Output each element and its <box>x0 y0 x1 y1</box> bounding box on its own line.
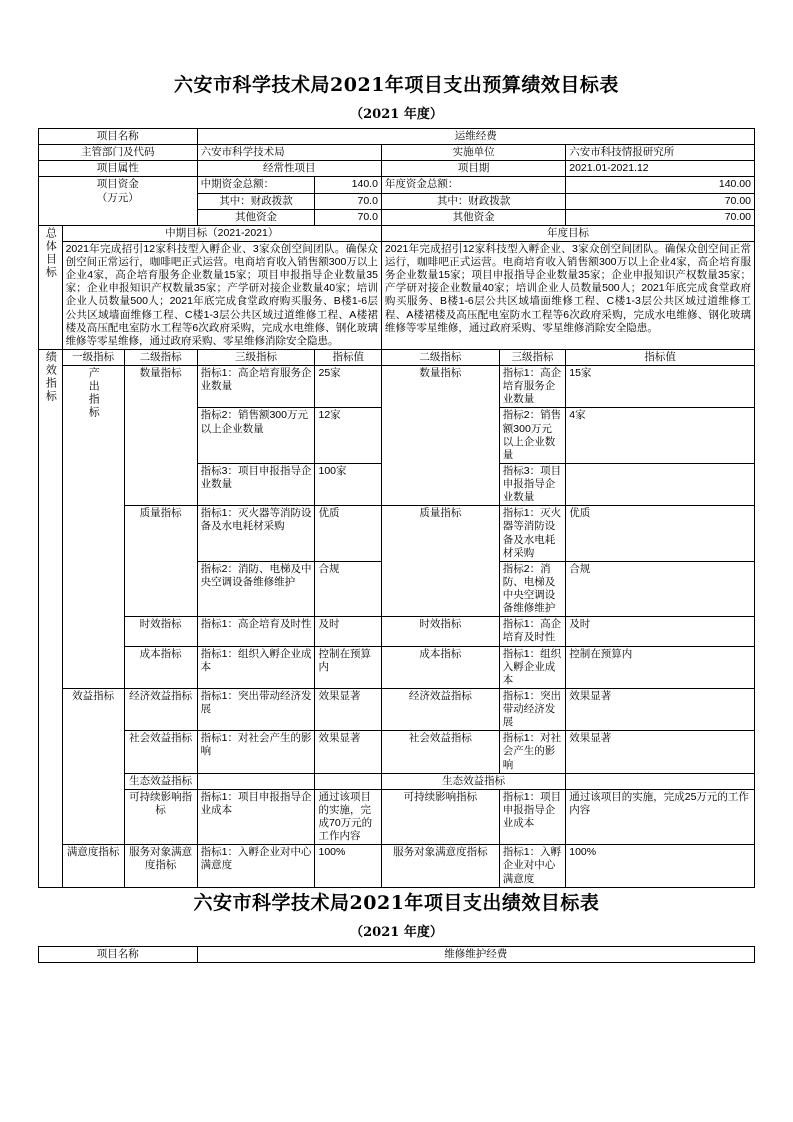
indicator-value-b: 通过该项目的实施，完成25万元的工作内容 <box>566 789 755 845</box>
indicator-value-b <box>566 773 755 789</box>
indicator-value <box>315 773 381 789</box>
level2-sustainable: 可持续影响指标 <box>124 789 197 845</box>
col-level1: 一级指标 <box>62 349 124 365</box>
funds-label-line2: （万元） <box>96 191 139 204</box>
second-project-name-value: 维修维护经费 <box>197 946 754 962</box>
level3-indicator: 指标1：高企培育及时性 <box>197 617 315 646</box>
table-row <box>39 366 755 408</box>
attribute-value: 经常性项目 <box>197 161 381 177</box>
level1-output: 产出指标 <box>62 366 124 689</box>
overall-goal-row-label: 总体目标 <box>39 225 63 349</box>
level3-indicator-b: 指标1：入孵企业对中心满意度 <box>499 845 565 887</box>
table-row <box>39 506 755 562</box>
table-row <box>39 129 755 145</box>
mid-total-value: 140.0 <box>315 177 381 193</box>
mid-total-label: 中期资金总额： <box>197 177 315 193</box>
level3-indicator: 指标1：对社会产生的影响 <box>197 731 315 773</box>
level2-cost-b: 成本指标 <box>381 646 499 688</box>
level2-ecological-b: 生态效益指标 <box>381 773 565 789</box>
level2-service-satisfaction: 服务对象满意度指标 <box>124 845 197 887</box>
page-title: 六安市科学技术局2021年项目支出预算绩效目标表 <box>174 74 619 96</box>
performance-target-table <box>38 128 755 888</box>
mid-goal-header: 中期目标（2021-2021） <box>62 225 381 241</box>
dept-value: 六安市科学技术局 <box>197 145 381 161</box>
period-value: 2021.01-2021.12 <box>566 161 755 177</box>
level3-indicator: 指标1：高企培育服务企业数量 <box>197 366 315 408</box>
indicator-value-b: 4家 <box>566 408 755 464</box>
second-table <box>38 946 755 963</box>
col-level2-b: 二级指标 <box>381 349 499 365</box>
level2-ecological: 生态效益指标 <box>124 773 197 789</box>
year-total-label: 年度资金总额： <box>381 177 565 193</box>
col-level3-b: 三级指标 <box>499 349 565 365</box>
indicator-value: 12家 <box>315 408 381 464</box>
level3-indicator <box>197 773 315 789</box>
level3-indicator: 指标1：突出带动经济发展 <box>197 688 315 730</box>
level1-benefit: 效益指标 <box>62 688 124 844</box>
indicator-value-b: 效果显著 <box>566 731 755 773</box>
level3-indicator: 指标2：销售额300万元以上企业数量 <box>197 408 315 464</box>
second-project-name-label: 项目名称 <box>39 946 198 962</box>
indicator-value: 通过该项目的实施，完成70万元的工作内容 <box>315 789 381 845</box>
indicator-value-b: 100% <box>566 845 755 887</box>
year-goal-text: 2021年完成招引12家科技型入孵企业、3家众创空间团队。确保众创空间正常运行，咖啡吧正式运营。电商培育收入销售额300万以上企业4家，高企培育服务企业数量15家；项目申报指导企业数量35家；企业申报知识产权数量35家；产学研对接企业数量40家；培训企业人员数量500人；2021年底完成食堂政府购买服务、B楼1-6层公共区域墙面维修工程、C楼1-3层公共区域过道维修工程、A楼裙楼及高压配电室防水工程等6次政府采购，完成水电维修、钢化玻璃维修等零星维修，通过政府采购、零星维修消除安全隐患。 <box>381 241 754 349</box>
level2-cost: 成本指标 <box>124 646 197 688</box>
indicator-value: 25家 <box>315 366 381 408</box>
level3-indicator: 指标1：灭火器等消防设备及水电耗材采购 <box>197 506 315 562</box>
level3-indicator-b: 指标1：高企培育服务企业数量 <box>499 366 565 408</box>
table-row <box>39 241 755 349</box>
indicator-value-b: 及时 <box>566 617 755 646</box>
mid-fiscal-value: 70.0 <box>315 193 381 209</box>
indicator-value: 及时 <box>315 617 381 646</box>
table-row <box>39 161 755 177</box>
level2-timeliness-b: 时效指标 <box>381 617 499 646</box>
level3-indicator: 指标2：消防、电梯及中央空调设备维修维护 <box>197 561 315 617</box>
mid-goal-text: 2021年完成招引12家科技型入孵企业、3家众创空间团队。确保众创空间正常运行，咖啡吧正式运营。电商培育收入销售额300万以上企业4家，高企培育服务企业数量15家；项目申报指导企业数量35家；企业申报知识产权数量35家；产学研对接企业数量40家；培训企业人员数量500人；2021年底完成食堂政府购买服务、B楼1-6层公共区域墙面维修工程、C楼1-3层公共区域过道维修工程、A楼裙楼及高压配电室防水工程等6次政府采购，完成水电维修、钢化玻璃维修等零星维修，通过政府采购、零星维修消除安全隐患。 <box>62 241 381 349</box>
level2-quantity-b: 数量指标 <box>381 366 499 506</box>
table-row <box>39 789 755 845</box>
funds-label <box>39 177 198 225</box>
col-level2: 二级指标 <box>124 349 197 365</box>
indicator-value: 优质 <box>315 506 381 562</box>
project-name-label: 项目名称 <box>39 129 198 145</box>
level2-service-satisfaction-b: 服务对象满意度指标 <box>381 845 499 887</box>
level3-indicator-b: 指标1：组织入孵企业成本 <box>499 646 565 688</box>
level2-social: 社会效益指标 <box>124 731 197 773</box>
indicator-value-b: 优质 <box>566 506 755 562</box>
table-row <box>39 617 755 646</box>
page-subtitle-second: （2021 年度） <box>350 924 443 940</box>
year-fiscal-value: 70.00 <box>566 193 755 209</box>
indicator-value-b: 控制在预算内 <box>566 646 755 688</box>
table-row <box>39 946 755 962</box>
indicator-value: 100% <box>315 845 381 887</box>
level3-indicator-b: 指标1：高企培育及时性 <box>499 617 565 646</box>
indicator-value-b: 效果显著 <box>566 688 755 730</box>
project-name-value: 运维经费 <box>197 129 754 145</box>
level3-indicator-b: 指标2：消防、电梯及中央空调设备维修维护 <box>499 561 565 617</box>
level2-sustainable-b: 可持续影响指标 <box>381 789 499 845</box>
year-other-value: 70.00 <box>566 209 755 225</box>
period-label: 项目期 <box>381 161 565 177</box>
mid-other-value: 70.0 <box>315 209 381 225</box>
page-subtitle: （2021 年度） <box>350 107 443 122</box>
level3-indicator-b: 指标3：项目申报指导企业数量 <box>499 463 565 505</box>
level3-indicator-b: 指标1：灭火器等消防设备及水电耗材采购 <box>499 506 565 562</box>
col-value: 指标值 <box>315 349 381 365</box>
attribute-label: 项目属性 <box>39 161 198 177</box>
col-value-b: 指标值 <box>566 349 755 365</box>
year-other-label: 其他资金 <box>381 209 565 225</box>
level2-quality: 质量指标 <box>124 506 197 617</box>
table-row <box>39 145 755 161</box>
indicator-value: 效果显著 <box>315 731 381 773</box>
indicator-value-b: 合规 <box>566 561 755 617</box>
indicator-value: 合规 <box>315 561 381 617</box>
table-row <box>39 349 755 365</box>
indicator-value-b <box>566 463 755 505</box>
indicator-value: 100家 <box>315 463 381 505</box>
level2-economic-b: 经济效益指标 <box>381 688 499 730</box>
indicator-value: 控制在预算内 <box>315 646 381 688</box>
level3-indicator: 指标1：组织入孵企业成本 <box>197 646 315 688</box>
indicator-value-b: 15家 <box>566 366 755 408</box>
performance-row-label: 绩效指标 <box>39 349 63 887</box>
level2-quantity: 数量指标 <box>124 366 197 506</box>
table-row <box>39 177 755 193</box>
level3-indicator: 指标1：项目申报指导企业成本 <box>197 789 315 845</box>
level3-indicator-b: 指标1：对社会产生的影响 <box>499 731 565 773</box>
table-row <box>39 731 755 773</box>
table-row <box>39 845 755 887</box>
level3-indicator-b: 指标2：销售额300万元以上企业数量 <box>499 408 565 464</box>
unit-label: 实施单位 <box>381 145 565 161</box>
page-title-second: 六安市科学技术局2021年项目支出绩效目标表 <box>193 891 600 914</box>
level3-indicator-b: 指标1：项目申报指导企业成本 <box>499 789 565 845</box>
year-goal-header: 年度目标 <box>381 225 754 241</box>
level2-timeliness: 时效指标 <box>124 617 197 646</box>
table-row <box>39 225 755 241</box>
table-row <box>39 688 755 730</box>
level1-satisfaction: 满意度指标 <box>62 845 124 887</box>
mid-fiscal-label: 其中：财政拨款 <box>197 193 315 209</box>
level3-indicator-b: 指标1：突出带动经济发展 <box>499 688 565 730</box>
level2-economic: 经济效益指标 <box>124 688 197 730</box>
level2-quality-b: 质量指标 <box>381 506 499 617</box>
funds-label-line1: 项目资金 <box>96 178 139 191</box>
dept-label: 主管部门及代码 <box>39 145 198 161</box>
year-total-value: 140.00 <box>566 177 755 193</box>
level3-indicator: 指标1：入孵企业对中心满意度 <box>197 845 315 887</box>
level2-social-b: 社会效益指标 <box>381 731 499 773</box>
mid-other-label: 其他资金 <box>197 209 315 225</box>
unit-value: 六安市科技情报研究所 <box>566 145 755 161</box>
col-level3: 三级指标 <box>197 349 315 365</box>
table-row <box>39 646 755 688</box>
table-row <box>39 773 755 789</box>
level3-indicator: 指标3：项目申报指导企业数量 <box>197 463 315 505</box>
indicator-value: 效果显著 <box>315 688 381 730</box>
year-fiscal-label: 其中：财政拨款 <box>381 193 565 209</box>
